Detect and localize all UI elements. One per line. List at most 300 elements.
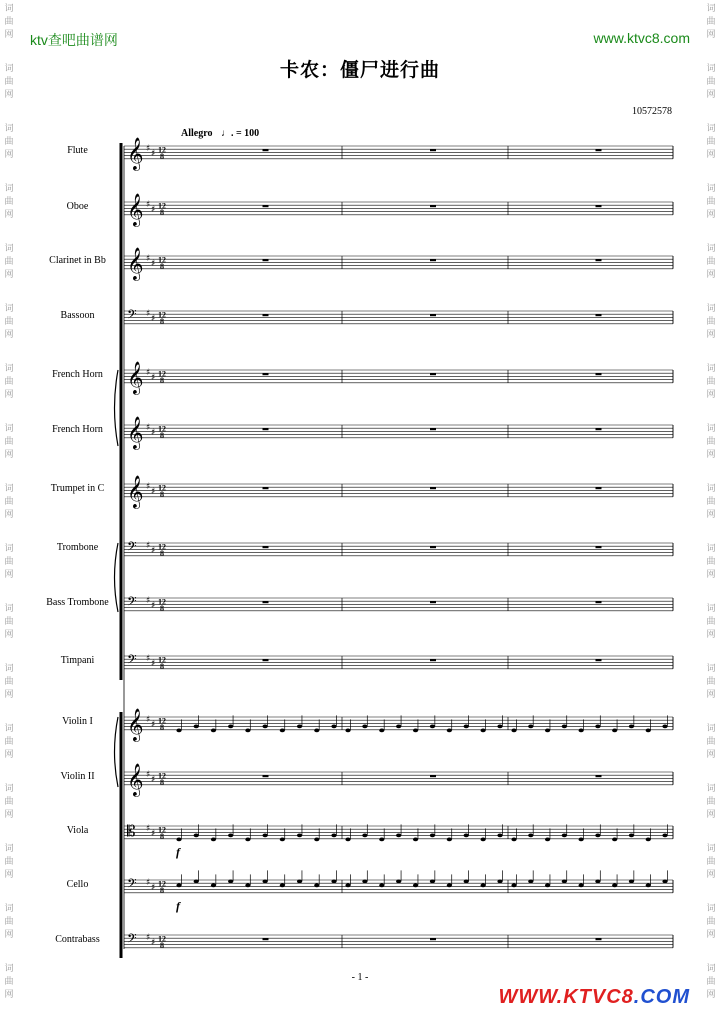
time-signature-bottom: 8 — [160, 832, 164, 841]
side-watermark-char: 网 — [4, 90, 14, 100]
side-watermark-char: 网 — [4, 270, 14, 280]
side-watermark-char: 网 — [706, 870, 716, 880]
time-signature-top: 12 — [158, 934, 166, 944]
side-watermark-char: 词 — [706, 184, 716, 194]
note-head — [211, 838, 216, 842]
footer-logo[interactable] — [499, 986, 691, 1009]
footer-logo-www: WWW. — [498, 986, 564, 1008]
side-watermark-char: 词 — [4, 4, 14, 14]
side-watermark-char: 词 — [706, 64, 716, 74]
whole-rest — [596, 546, 602, 548]
time-signature-top: 12 — [158, 369, 166, 379]
time-signature-bottom: 8 — [160, 376, 164, 385]
side-watermark-char: 网 — [4, 870, 14, 880]
note-head — [362, 834, 367, 838]
instrument-label: Timpani — [60, 655, 95, 667]
side-watermark-char: 曲 — [706, 77, 716, 87]
clef-icon: 𝄡 — [127, 822, 136, 840]
sharp-icon: ♯ — [151, 487, 156, 497]
side-watermark-char: 曲 — [4, 197, 14, 207]
instrument-label: Bass Trombone — [46, 597, 109, 609]
instrument-label: Viola — [66, 825, 89, 837]
time-signature-bottom: 8 — [160, 549, 164, 558]
note-head — [194, 725, 199, 729]
note-head — [595, 880, 600, 884]
clef-icon: 𝄢 — [127, 594, 137, 612]
side-watermark-char: 曲 — [4, 17, 14, 27]
side-watermark-char: 词 — [706, 544, 716, 554]
note-head — [194, 880, 199, 884]
score-id: 10572578 — [632, 106, 672, 117]
side-watermark-char: 词 — [706, 964, 716, 974]
side-watermark-char: 曲 — [706, 377, 716, 387]
side-watermark-char: 词 — [706, 904, 716, 914]
sharp-icon: ♯ — [151, 428, 156, 438]
time-signature-top: 12 — [158, 483, 166, 493]
whole-rest — [263, 314, 269, 316]
time-signature-top: 12 — [158, 542, 166, 552]
time-signature-bottom: 8 — [160, 431, 164, 440]
note-head — [314, 838, 319, 842]
note-head — [511, 884, 516, 888]
note-head — [447, 838, 452, 842]
note-head — [379, 884, 384, 888]
side-watermark-char: 词 — [4, 184, 14, 194]
note-head — [545, 729, 550, 733]
side-watermark-char: 词 — [706, 664, 716, 674]
note-head — [396, 880, 401, 884]
whole-rest — [263, 775, 269, 777]
whole-rest — [263, 601, 269, 603]
clef-icon: 𝄢 — [127, 539, 137, 557]
clef-icon: 𝄢 — [127, 307, 137, 325]
note-head — [511, 729, 516, 733]
side-watermark-char: 曲 — [706, 797, 716, 807]
whole-rest — [596, 938, 602, 940]
side-watermark-char: 词 — [4, 844, 14, 854]
whole-rest — [263, 428, 269, 430]
whole-rest — [263, 373, 269, 375]
side-watermark-char: 曲 — [706, 437, 716, 447]
time-signature-top: 12 — [158, 716, 166, 726]
note-head — [413, 729, 418, 733]
note-head — [280, 884, 285, 888]
sharp-icon: ♯ — [151, 720, 156, 730]
note-head — [579, 729, 584, 733]
whole-rest — [263, 205, 269, 207]
instrument-label: Violin II — [60, 771, 95, 783]
sharp-icon: ♯ — [146, 596, 151, 606]
side-watermark-char: 网 — [706, 750, 716, 760]
side-watermark-char: 网 — [4, 390, 14, 400]
sharp-icon: ♯ — [151, 659, 156, 669]
side-watermark-char: 曲 — [706, 497, 716, 507]
note-head — [331, 880, 336, 884]
whole-rest — [430, 659, 436, 661]
side-watermark-char: 网 — [4, 330, 14, 340]
note-head — [545, 838, 550, 842]
note-head — [362, 725, 367, 729]
side-watermark-char: 曲 — [4, 737, 14, 747]
note-head — [595, 834, 600, 838]
whole-rest — [263, 487, 269, 489]
sharp-icon: ♯ — [146, 368, 151, 378]
note-head — [245, 729, 250, 733]
side-watermark-char: 词 — [706, 364, 716, 374]
note-head — [662, 725, 667, 729]
side-watermark-char: 词 — [4, 424, 14, 434]
side-watermark-char: 词 — [706, 484, 716, 494]
sharp-icon: ♯ — [146, 423, 151, 433]
side-watermark-char: 曲 — [4, 317, 14, 327]
time-signature-bottom: 8 — [160, 152, 164, 161]
side-watermark-char: 词 — [4, 484, 14, 494]
side-watermark-char: 词 — [4, 364, 14, 374]
note-head — [430, 725, 435, 729]
time-signature-top: 12 — [158, 655, 166, 665]
side-watermark-char: 网 — [4, 630, 14, 640]
sharp-icon: ♯ — [151, 829, 156, 839]
note-head — [511, 838, 516, 842]
sharp-icon: ♯ — [151, 259, 156, 269]
note-head — [464, 880, 469, 884]
note-head — [447, 884, 452, 888]
sharp-icon: ♯ — [151, 601, 156, 611]
note-head — [297, 834, 302, 838]
instrument-label: Bassoon — [60, 310, 95, 322]
note-head — [413, 838, 418, 842]
time-signature-bottom: 8 — [160, 723, 164, 732]
side-watermark-char: 词 — [706, 784, 716, 794]
note-head — [176, 729, 181, 733]
sharp-icon: ♯ — [146, 144, 151, 154]
note-head — [464, 725, 469, 729]
sharp-icon: ♯ — [146, 933, 151, 943]
note-head — [481, 729, 486, 733]
sharp-icon: ♯ — [146, 824, 151, 834]
whole-rest — [263, 659, 269, 661]
side-watermark-char: 网 — [706, 270, 716, 280]
time-signature-top: 12 — [158, 879, 166, 889]
note-head — [612, 729, 617, 733]
note-head — [545, 884, 550, 888]
note-head — [263, 834, 268, 838]
sharp-icon: ♯ — [151, 373, 156, 383]
clef-icon: 𝄞 — [127, 763, 144, 796]
note-head — [497, 834, 502, 838]
sharp-icon: ♯ — [146, 654, 151, 664]
time-signature-bottom: 8 — [160, 604, 164, 613]
side-watermark-char: 网 — [706, 90, 716, 100]
note-head — [211, 729, 216, 733]
sharp-icon: ♯ — [146, 200, 151, 210]
clef-icon: 𝄢 — [127, 652, 137, 670]
whole-rest — [596, 601, 602, 603]
dynamic-mark: f — [176, 899, 180, 913]
whole-rest — [430, 775, 436, 777]
sharp-icon: ♯ — [151, 205, 156, 215]
note-head — [228, 880, 233, 884]
time-signature-top: 12 — [158, 424, 166, 434]
whole-rest — [263, 149, 269, 151]
header-site-name[interactable]: ktv查吧曲谱网 — [30, 32, 118, 48]
time-signature-top: 12 — [158, 145, 166, 155]
whole-rest — [430, 546, 436, 548]
note-head — [662, 880, 667, 884]
side-watermark-char: 曲 — [706, 977, 716, 987]
whole-rest — [596, 314, 602, 316]
note-head — [245, 884, 250, 888]
instrument-label: Trumpet in C — [50, 483, 105, 495]
note-head — [481, 838, 486, 842]
side-watermark-char: 曲 — [706, 677, 716, 687]
note-head — [528, 834, 533, 838]
note-head — [297, 725, 302, 729]
instrument-label: Contrabass — [55, 934, 100, 946]
side-watermark-char: 词 — [4, 604, 14, 614]
note-head — [211, 884, 216, 888]
clef-icon: 𝄞 — [127, 416, 144, 449]
note-head — [297, 880, 302, 884]
clef-icon: 𝄞 — [127, 475, 144, 508]
whole-rest — [430, 373, 436, 375]
side-watermark-char: 词 — [706, 604, 716, 614]
side-watermark-char: 网 — [4, 570, 14, 580]
side-watermark-char: 网 — [706, 390, 716, 400]
side-watermark-char: 曲 — [4, 137, 14, 147]
note-head — [646, 729, 651, 733]
side-watermark-char: 网 — [706, 930, 716, 940]
whole-rest — [430, 259, 436, 261]
instrument-label: Flute — [67, 145, 88, 157]
staff-brace — [115, 543, 119, 612]
side-watermark-char: 网 — [706, 450, 716, 460]
whole-rest — [596, 373, 602, 375]
side-watermark-char: 词 — [706, 724, 716, 734]
whole-rest — [430, 314, 436, 316]
side-watermark-char: 曲 — [4, 677, 14, 687]
side-watermark-char: 网 — [706, 810, 716, 820]
note-head — [497, 725, 502, 729]
side-watermark-char: 词 — [4, 664, 14, 674]
whole-rest — [430, 601, 436, 603]
page-number: - 1 - — [351, 972, 369, 983]
side-watermark-char: 网 — [4, 990, 14, 1000]
note-head — [662, 834, 667, 838]
note-head — [396, 725, 401, 729]
note-head — [629, 880, 634, 884]
side-watermark-char: 网 — [4, 450, 14, 460]
note-head — [280, 838, 285, 842]
side-watermark-char: 词 — [4, 964, 14, 974]
side-watermark-char: 词 — [4, 544, 14, 554]
side-watermark-char: 曲 — [706, 617, 716, 627]
note-head — [413, 884, 418, 888]
whole-rest — [263, 546, 269, 548]
side-watermark-char: 曲 — [706, 17, 716, 27]
side-watermark-char: 网 — [4, 150, 14, 160]
side-watermark-char: 曲 — [4, 437, 14, 447]
side-watermark-char: 曲 — [706, 197, 716, 207]
side-watermark-char: 曲 — [706, 557, 716, 567]
note-head — [345, 729, 350, 733]
side-watermark-char: 网 — [4, 690, 14, 700]
clef-icon: 𝄞 — [127, 137, 144, 170]
whole-rest — [263, 259, 269, 261]
dynamic-mark: f — [176, 845, 180, 859]
side-watermark-char: 曲 — [4, 77, 14, 87]
sharp-icon: ♯ — [146, 878, 151, 888]
side-watermark-char: 词 — [706, 124, 716, 134]
sharp-icon: ♯ — [151, 883, 156, 893]
time-signature-top: 12 — [158, 771, 166, 781]
side-watermark-char: 曲 — [4, 377, 14, 387]
sharp-icon: ♯ — [151, 938, 156, 948]
side-watermark-char: 网 — [4, 930, 14, 940]
side-watermark-char: 曲 — [4, 977, 14, 987]
whole-rest — [596, 205, 602, 207]
side-watermark-char: 网 — [4, 750, 14, 760]
note-head — [595, 725, 600, 729]
whole-rest — [596, 149, 602, 151]
side-watermark-char: 曲 — [706, 857, 716, 867]
whole-rest — [430, 938, 436, 940]
sharp-icon: ♯ — [151, 775, 156, 785]
side-watermark-char: 网 — [706, 210, 716, 220]
whole-rest — [430, 205, 436, 207]
side-watermark-char: 网 — [706, 30, 716, 40]
sharp-icon: ♯ — [146, 482, 151, 492]
sharp-icon: ♯ — [146, 770, 151, 780]
time-signature-bottom: 8 — [160, 662, 164, 671]
whole-rest — [430, 149, 436, 151]
clef-icon: 𝄢 — [127, 876, 137, 894]
side-watermark-char: 网 — [4, 510, 14, 520]
note-head — [379, 729, 384, 733]
note-head — [430, 834, 435, 838]
note-head — [176, 838, 181, 842]
note-head — [497, 880, 502, 884]
instrument-label: Violin I — [62, 716, 93, 728]
side-watermark-char: 词 — [706, 244, 716, 254]
side-watermark-char: 曲 — [706, 137, 716, 147]
note-head — [612, 884, 617, 888]
side-watermark-char: 词 — [4, 724, 14, 734]
whole-rest — [596, 259, 602, 261]
tempo-value: = 100 — [235, 128, 260, 139]
sharp-icon: ♯ — [146, 254, 151, 264]
clef-icon: 𝄞 — [127, 708, 144, 741]
note-head — [194, 834, 199, 838]
note-head — [379, 838, 384, 842]
note-head — [528, 880, 533, 884]
whole-rest — [596, 428, 602, 430]
side-watermark-char: 曲 — [706, 737, 716, 747]
note-head — [430, 880, 435, 884]
clef-icon: 𝄞 — [127, 193, 144, 226]
side-watermark-char: 网 — [4, 30, 14, 40]
side-watermark-char: 网 — [706, 330, 716, 340]
note-head — [362, 880, 367, 884]
time-signature-top: 12 — [158, 201, 166, 211]
score-title: 卡农：僵尸进行曲 — [279, 59, 440, 81]
time-signature-bottom: 8 — [160, 778, 164, 787]
time-signature-top: 12 — [158, 310, 166, 320]
note-head — [396, 834, 401, 838]
time-signature-bottom: 8 — [160, 208, 164, 217]
side-watermark-char: 网 — [706, 990, 716, 1000]
side-watermark-char: 曲 — [4, 257, 14, 267]
side-watermark-char: 网 — [706, 510, 716, 520]
note-head — [263, 725, 268, 729]
note-head — [280, 729, 285, 733]
note-head — [579, 884, 584, 888]
sharp-icon: ♯ — [146, 309, 151, 319]
note-head — [447, 729, 452, 733]
side-watermark-char: 词 — [706, 844, 716, 854]
instrument-label: French Horn — [52, 424, 103, 436]
side-watermark-char: 词 — [4, 784, 14, 794]
side-watermark-char: 曲 — [4, 797, 14, 807]
side-watermark-char: 网 — [4, 210, 14, 220]
time-signature-bottom: 8 — [160, 941, 164, 950]
whole-rest — [596, 487, 602, 489]
instrument-label: Clarinet in Bb — [49, 255, 106, 267]
side-watermark-char: 词 — [706, 424, 716, 434]
whole-rest — [596, 659, 602, 661]
side-watermark-char: 曲 — [4, 557, 14, 567]
clef-icon: 𝄞 — [127, 361, 144, 394]
note-head — [562, 880, 567, 884]
note-head — [481, 884, 486, 888]
side-watermark-char: 曲 — [4, 497, 14, 507]
whole-rest — [596, 775, 602, 777]
note-head — [562, 725, 567, 729]
clef-icon: 𝄞 — [127, 247, 144, 280]
note-head — [176, 884, 181, 888]
note-head — [314, 884, 319, 888]
side-watermark-char: 词 — [4, 64, 14, 74]
side-watermark-char: 网 — [706, 570, 716, 580]
whole-rest — [430, 428, 436, 430]
note-head — [562, 834, 567, 838]
note-head — [528, 725, 533, 729]
sharp-icon: ♯ — [151, 546, 156, 556]
time-signature-bottom: 8 — [160, 317, 164, 326]
side-watermark-char: 词 — [4, 244, 14, 254]
tempo-text: Allegro — [181, 128, 213, 139]
side-watermark-char: 曲 — [4, 857, 14, 867]
whole-rest — [263, 938, 269, 940]
side-watermark-char: 网 — [706, 630, 716, 640]
instrument-label: Cello — [66, 879, 89, 891]
side-watermark-char: 曲 — [706, 917, 716, 927]
note-head — [314, 729, 319, 733]
side-watermark-char: 词 — [706, 304, 716, 314]
note-head — [629, 834, 634, 838]
instrument-label: French Horn — [52, 369, 103, 381]
note-head — [464, 834, 469, 838]
note-head — [263, 880, 268, 884]
side-watermark-char: 词 — [4, 124, 14, 134]
note-head — [345, 884, 350, 888]
quarter-note-icon: ♩. — [220, 128, 234, 139]
side-watermark-char: 曲 — [4, 917, 14, 927]
note-head — [228, 725, 233, 729]
note-head — [245, 838, 250, 842]
header-site-url[interactable]: www.ktvc8.com — [593, 30, 690, 46]
sharp-icon: ♯ — [146, 541, 151, 551]
